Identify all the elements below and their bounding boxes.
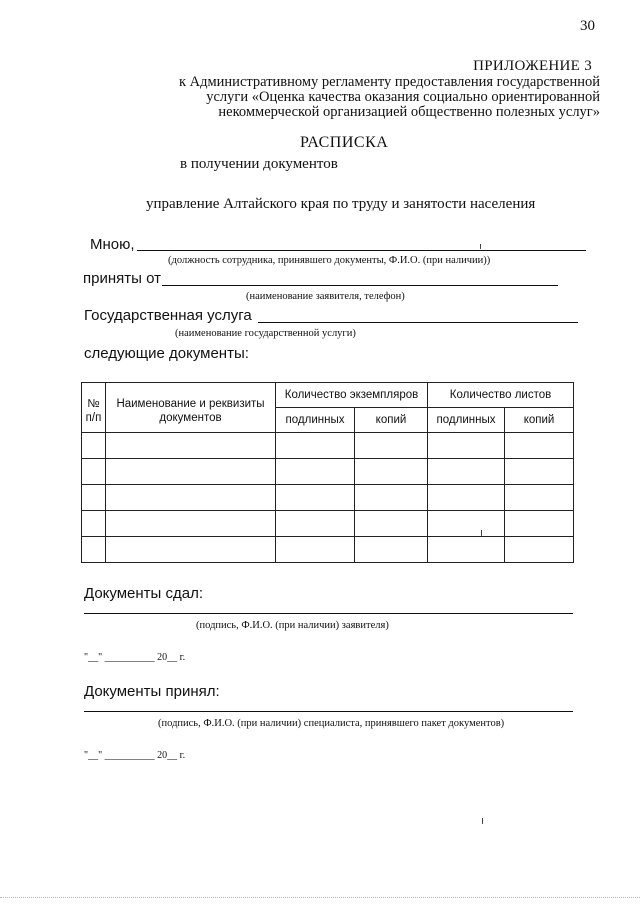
table-cell[interactable]	[428, 537, 505, 563]
organization-name: управление Алтайского края по труду и занятости населения	[146, 196, 536, 212]
scan-mark	[480, 244, 481, 249]
accepted-date[interactable]: "__" __________ 20__ г.	[84, 750, 186, 761]
service-field-line[interactable]	[258, 322, 578, 323]
applicant-field-line[interactable]	[162, 285, 558, 286]
table-cell[interactable]	[276, 485, 355, 511]
table-cell[interactable]	[82, 459, 106, 485]
column-group-copies-header: Количество экземпляров	[276, 383, 428, 408]
appendix-line: услуги «Оценка качества оказания социально ориентированной	[206, 89, 600, 105]
by-me-label: Мною,	[90, 236, 135, 253]
table-cell[interactable]	[106, 459, 276, 485]
applicant-signature-line[interactable]	[84, 613, 573, 614]
table-cell[interactable]	[355, 485, 428, 511]
table-cell[interactable]	[428, 433, 505, 459]
scan-edge	[0, 897, 640, 898]
column-document-name-header: Наименование и реквизиты документов	[106, 383, 276, 433]
column-group-sheets-header: Количество листов	[428, 383, 574, 408]
table-cell[interactable]	[82, 433, 106, 459]
table-cell[interactable]	[276, 459, 355, 485]
scan-mark	[482, 818, 483, 824]
table-row	[82, 485, 574, 511]
employee-field-hint: (должность сотрудника, принявшего документы, Ф.И.О. (при наличии))	[168, 255, 491, 266]
sheets-original-header: подлинных	[428, 408, 505, 433]
table-row	[82, 459, 574, 485]
table-cell[interactable]	[82, 511, 106, 537]
handed-over-label: Документы сдал:	[84, 585, 204, 602]
table-cell[interactable]	[355, 433, 428, 459]
specialist-signature-hint: (подпись, Ф.И.О. (при наличии) специалиста, принявшего пакет документов)	[158, 718, 505, 729]
table-cell[interactable]	[106, 485, 276, 511]
employee-field-line[interactable]	[137, 250, 586, 251]
copies-original-header: подлинных	[276, 408, 355, 433]
table-cell[interactable]	[106, 511, 276, 537]
page-number: 30	[580, 18, 595, 34]
handed-over-date[interactable]: "__" __________ 20__ г.	[84, 652, 186, 663]
table-row	[82, 537, 574, 563]
table-cell[interactable]	[505, 433, 574, 459]
accepted-label: Документы принял:	[84, 683, 220, 700]
documents-table	[81, 382, 574, 563]
receipt-title: РАСПИСКА	[300, 134, 389, 151]
table-cell[interactable]	[106, 537, 276, 563]
table-cell[interactable]	[505, 459, 574, 485]
table-cell[interactable]	[355, 537, 428, 563]
applicant-field-hint: (наименование заявителя, телефон)	[246, 291, 405, 302]
copies-copy-header: копий	[355, 408, 428, 433]
table-cell[interactable]	[106, 433, 276, 459]
appendix-line: некоммерческой организацией общественно полезных услуг»	[218, 104, 600, 120]
sheets-copy-header: копий	[505, 408, 574, 433]
appendix-line: к Административному регламенту предоставления государственной	[178, 74, 600, 90]
table-cell[interactable]	[428, 511, 505, 537]
appendix-title: ПРИЛОЖЕНИЕ 3	[473, 58, 592, 74]
table-cell[interactable]	[276, 511, 355, 537]
column-number-header: № п/п	[82, 383, 106, 433]
table-cell[interactable]	[276, 433, 355, 459]
receipt-subtitle: в получении документов	[180, 156, 338, 172]
scan-mark	[481, 530, 482, 536]
table-cell[interactable]	[82, 537, 106, 563]
table-row	[82, 511, 574, 537]
applicant-signature-hint: (подпись, Ф.И.О. (при наличии) заявителя)	[196, 620, 389, 631]
received-from-label: приняты от	[83, 270, 161, 287]
table-cell[interactable]	[505, 485, 574, 511]
following-documents-label: следующие документы:	[84, 345, 249, 362]
table-cell[interactable]	[355, 511, 428, 537]
table-cell[interactable]	[428, 459, 505, 485]
table-row	[82, 433, 574, 459]
table-cell[interactable]	[505, 511, 574, 537]
service-label: Государственная услуга	[84, 307, 252, 324]
table-cell[interactable]	[82, 485, 106, 511]
specialist-signature-line[interactable]	[84, 711, 573, 712]
table-cell[interactable]	[505, 537, 574, 563]
table-cell[interactable]	[276, 537, 355, 563]
table-cell[interactable]	[355, 459, 428, 485]
table-cell[interactable]	[428, 485, 505, 511]
service-field-hint: (наименование государственной услуги)	[175, 328, 356, 339]
